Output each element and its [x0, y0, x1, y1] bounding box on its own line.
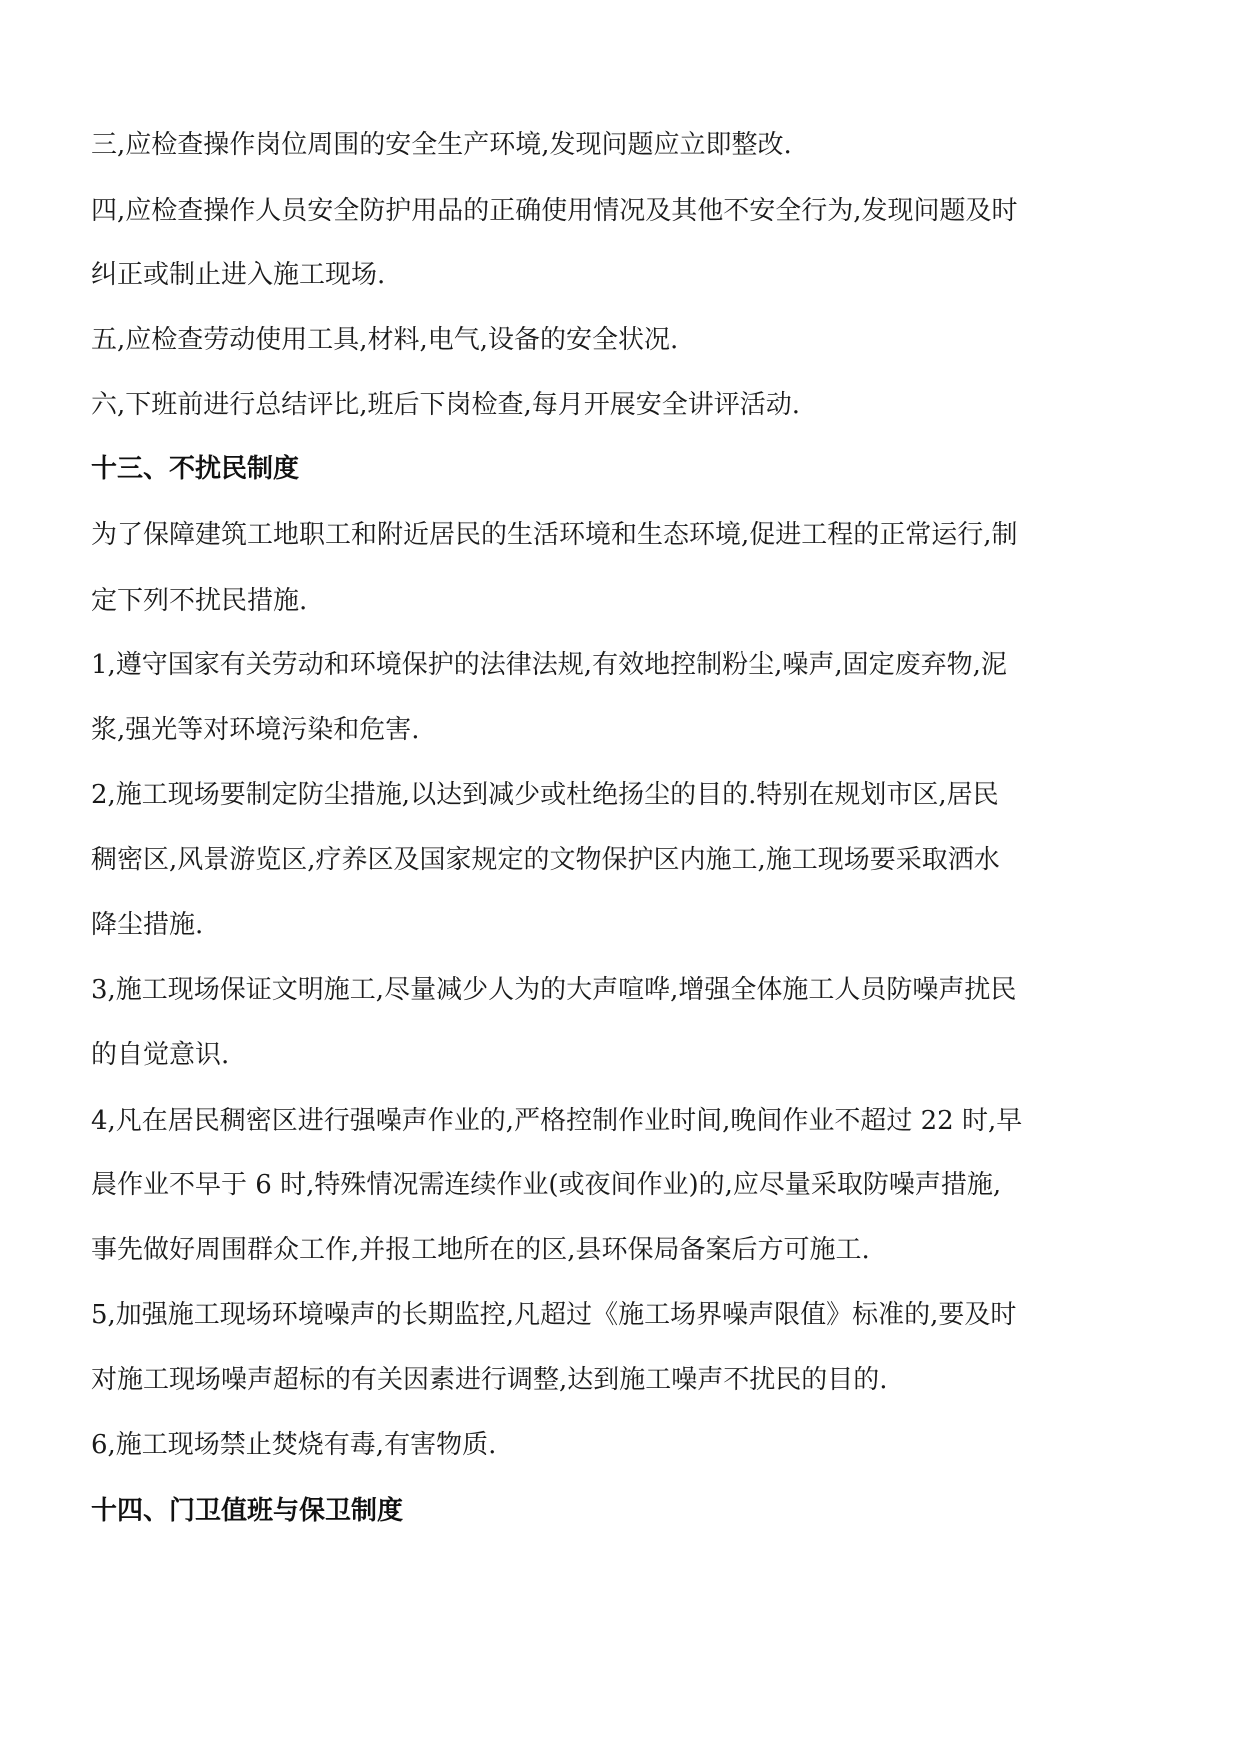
- paragraph-line: 为了保障建筑工地职工和附近居民的生活环境和生态环境,促进工程的正常运行,制: [91, 520, 1018, 550]
- paragraph-line: 六,下班前进行总结评比,班后下岗检查,每月开展安全讲评活动.: [91, 390, 801, 420]
- paragraph-line: 1,遵守国家有关劳动和环境保护的法律法规,有效地控制粉尘,噪声,固定废弃物,泥: [91, 650, 1007, 680]
- paragraph-line: 五,应检查劳动使用工具,材料,电气,设备的安全状况.: [91, 325, 679, 355]
- paragraph-line: 纠正或制止进入施工现场.: [91, 260, 386, 290]
- paragraph-line: 事先做好周围群众工作,并报工地所在的区,县环保局备案后方可施工.: [91, 1235, 870, 1265]
- paragraph-line: 2,施工现场要制定防尘措施,以达到减少或杜绝扬尘的目的.特别在规划市区,居民: [91, 780, 999, 810]
- paragraph-line: 三,应检查操作岗位周围的安全生产环境,发现问题应立即整改.: [91, 130, 792, 160]
- paragraph-line: 降尘措施.: [91, 910, 204, 940]
- paragraph-line: 对施工现场噪声超标的有关因素进行调整,达到施工噪声不扰民的目的.: [91, 1365, 888, 1395]
- paragraph-line: 浆,强光等对环境污染和危害.: [91, 715, 420, 745]
- paragraph-line: 3,施工现场保证文明施工,尽量减少人为的大声喧哗,增强全体施工人员防噪声扰民: [91, 975, 1017, 1005]
- paragraph-line: 5,加强施工现场环境噪声的长期监控,凡超过《施工场界噪声限值》标准的,要及时: [91, 1300, 1017, 1330]
- paragraph-line: 四,应检查操作人员安全防护用品的正确使用情况及其他不安全行为,发现问题及时: [91, 196, 1018, 226]
- section-heading-14: 十四、门卫值班与保卫制度: [91, 1496, 404, 1526]
- paragraph-line: 4,凡在居民稠密区进行强噪声作业的,严格控制作业时间,晚间作业不超过 22 时,早: [91, 1106, 1023, 1136]
- section-heading-13: 十三、不扰民制度: [91, 454, 300, 484]
- paragraph-line: 晨作业不早于 6 时,特殊情况需连续作业(或夜间作业)的,应尽量采取防噪声措施,: [91, 1170, 1002, 1200]
- paragraph-line: 的自觉意识.: [91, 1040, 230, 1070]
- paragraph-line: 稠密区,风景游览区,疗养区及国家规定的文物保护区内施工,施工现场要采取洒水: [91, 845, 1000, 875]
- paragraph-line: 定下列不扰民措施.: [91, 586, 308, 616]
- paragraph-line: 6,施工现场禁止焚烧有毒,有害物质.: [91, 1430, 497, 1460]
